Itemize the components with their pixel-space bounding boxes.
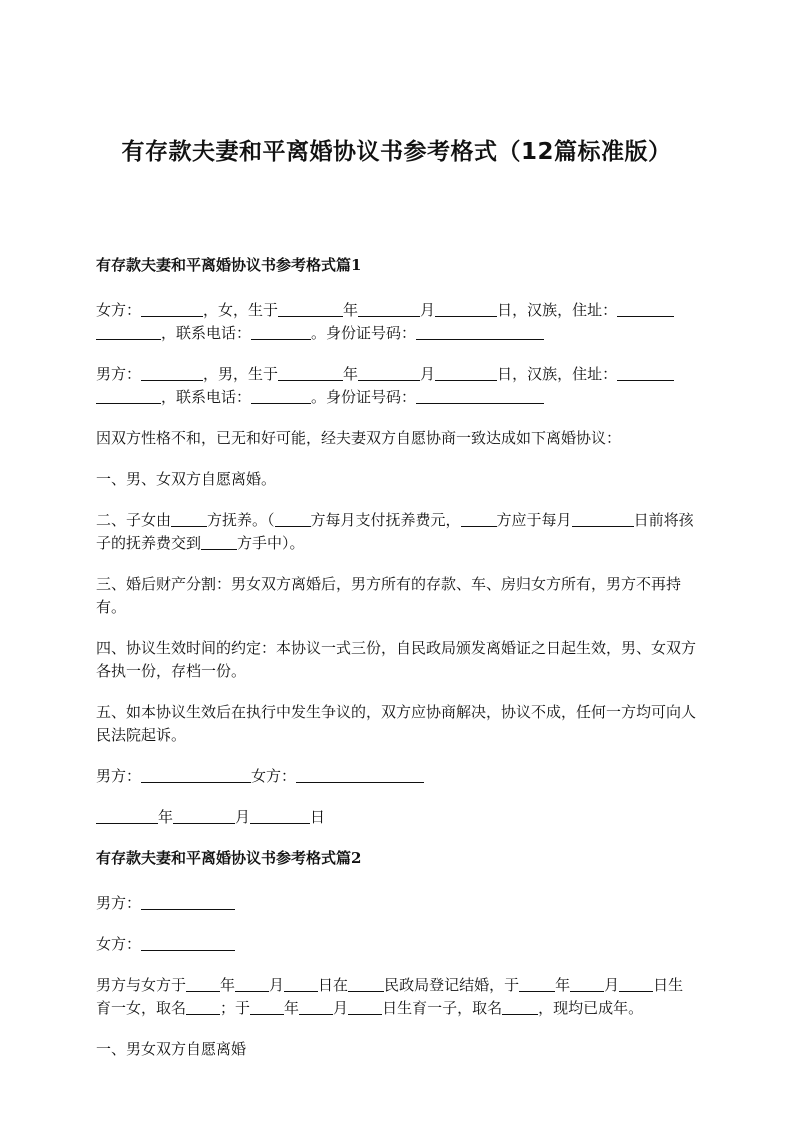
male-gender-text: ，男，生于 bbox=[203, 365, 279, 383]
blank-boy-month bbox=[299, 1000, 333, 1015]
section2-female-label: 女方： bbox=[96, 935, 142, 953]
blank-section2-female bbox=[141, 936, 235, 951]
clause-1: 一、男、女双方自愿离婚。 bbox=[96, 470, 277, 488]
section2-male-line bbox=[96, 892, 698, 915]
phone-label: ，联系电话： bbox=[161, 324, 252, 342]
girl-month-label: 月 bbox=[604, 976, 620, 994]
section2-female-line bbox=[96, 933, 698, 956]
marriage-year-label: 年 bbox=[220, 976, 236, 994]
clause-2-text-3: 方每月支付抚养费元， bbox=[310, 511, 461, 529]
date-line bbox=[96, 806, 698, 829]
blank-bureau bbox=[348, 977, 384, 992]
blank-male-name bbox=[141, 366, 203, 381]
blank-payer-2 bbox=[461, 512, 497, 527]
signature-line bbox=[96, 765, 698, 788]
month-label: 月 bbox=[420, 301, 436, 319]
blank-girl-month bbox=[570, 977, 604, 992]
clause-3: 三、婚后财产分割：男女双方离婚后，男方所有的存款、车、房归女方所有，男方不再持有。 bbox=[96, 575, 682, 616]
date-year-label: 年 bbox=[158, 808, 174, 826]
document-body bbox=[96, 254, 698, 1079]
id-label: 。身份证号码： bbox=[311, 388, 417, 406]
sign-female-label: 女方： bbox=[251, 767, 297, 785]
clause-2-text-6: 方手中）。 bbox=[237, 534, 305, 552]
section1-heading: 有存款夫妻和平离婚协议书参考格式篇1 bbox=[96, 256, 362, 274]
blank-phone bbox=[251, 325, 311, 340]
blank-address bbox=[617, 302, 674, 317]
clause-2-text-4: 方应于每月 bbox=[496, 511, 572, 529]
section2-clause-1: 一、男女双方自愿离婚 bbox=[96, 1040, 247, 1058]
document-title: 有存款夫妻和平离婚协议书参考格式（12篇标准版） bbox=[121, 139, 672, 165]
female-gender-text: ，女，生于 bbox=[203, 301, 279, 319]
blank-recipient bbox=[201, 535, 237, 550]
blank-address bbox=[617, 366, 674, 381]
day-address-label: 日，汉族，住址： bbox=[497, 365, 618, 383]
year-label: 年 bbox=[343, 301, 359, 319]
blank-boy-day bbox=[348, 1000, 382, 1015]
blank-female-signature bbox=[296, 768, 424, 783]
blank-marry-month bbox=[235, 977, 269, 992]
marriage-text-1: 男方与女方于 bbox=[96, 976, 187, 994]
blank-boy-name bbox=[502, 1000, 538, 1015]
date-day-label: 日 bbox=[310, 808, 326, 826]
blank-girl-name bbox=[186, 1000, 220, 1015]
clause-2-text-5: 日前将孩子的抚养费交到 bbox=[96, 511, 694, 552]
year-label: 年 bbox=[343, 365, 359, 383]
marriage-month-label: 月 bbox=[269, 976, 285, 994]
section2-male-label: 男方： bbox=[96, 894, 142, 912]
sign-male-label: 男方： bbox=[96, 767, 142, 785]
blank-birth-month bbox=[358, 302, 420, 317]
girl-year-label: 年 bbox=[555, 976, 571, 994]
clause-2 bbox=[96, 509, 698, 555]
section2-heading: 有存款夫妻和平离婚协议书参考格式篇2 bbox=[96, 849, 362, 867]
id-label: 。身份证号码： bbox=[311, 324, 417, 342]
blank-birth-day bbox=[435, 302, 497, 317]
blank-girl-year bbox=[519, 977, 555, 992]
clause-4: 四、协议生效时间的约定：本协议一式三份，自民政局颁发离婚证之日起生效，男、女双方各执一份，存档一份。 bbox=[96, 639, 697, 680]
blank-birth-day bbox=[435, 366, 497, 381]
male-label: 男方： bbox=[96, 365, 142, 383]
phone-label: ，联系电话： bbox=[161, 388, 252, 406]
clause-2-text-1: 二、子女由 bbox=[96, 511, 172, 529]
blank-birth-year bbox=[278, 302, 343, 317]
blank-custody bbox=[171, 512, 207, 527]
clause-2-text-2: 方抚养。（ bbox=[207, 511, 275, 529]
blank-sign-year bbox=[96, 809, 158, 824]
male-info-line bbox=[96, 363, 698, 409]
marriage-bureau-text: 民政局登记结婚，于 bbox=[384, 976, 520, 994]
blank-address-cont bbox=[96, 325, 161, 340]
blank-birth-year bbox=[278, 366, 343, 381]
blank-id-number bbox=[416, 325, 544, 340]
birth-boy-text: 日生育一子，取名 bbox=[382, 999, 503, 1017]
month-label: 月 bbox=[420, 365, 436, 383]
boy-year-label: 年 bbox=[284, 999, 300, 1017]
blank-pay-day bbox=[572, 512, 634, 527]
date-month-label: 月 bbox=[235, 808, 251, 826]
blank-payer bbox=[275, 512, 311, 527]
marriage-day-label: 日在 bbox=[318, 976, 349, 994]
blank-id-number bbox=[416, 389, 544, 404]
intro-paragraph: 因双方性格不和，已无和好可能，经夫妻双方自愿协商一致达成如下离婚协议： bbox=[96, 429, 622, 447]
blank-sign-month bbox=[173, 809, 235, 824]
blank-marry-day bbox=[284, 977, 318, 992]
blank-girl-day bbox=[619, 977, 653, 992]
boy-month-label: 月 bbox=[333, 999, 349, 1017]
blank-phone bbox=[251, 389, 311, 404]
birth-girl-text: 日生育一女，取名 bbox=[96, 976, 684, 1017]
blank-section2-male bbox=[141, 895, 235, 910]
blank-sign-day bbox=[250, 809, 310, 824]
blank-address-cont bbox=[96, 389, 161, 404]
blank-marry-year bbox=[186, 977, 220, 992]
marriage-paragraph bbox=[96, 974, 698, 1020]
blank-birth-month bbox=[358, 366, 420, 381]
blank-female-name bbox=[141, 302, 203, 317]
blank-boy-year bbox=[250, 1000, 284, 1015]
female-label: 女方： bbox=[96, 301, 142, 319]
adult-text: ，现均已成年。 bbox=[538, 999, 644, 1017]
clause-5: 五、如本协议生效后在执行中发生争议的，双方应协商解决，协议不成，任何一方均可向人民法院起诉。 bbox=[96, 703, 697, 744]
female-info-line bbox=[96, 299, 698, 345]
blank-male-signature bbox=[141, 768, 251, 783]
day-address-label: 日，汉族，住址： bbox=[497, 301, 618, 319]
semicolon-text: ；于 bbox=[220, 999, 251, 1017]
